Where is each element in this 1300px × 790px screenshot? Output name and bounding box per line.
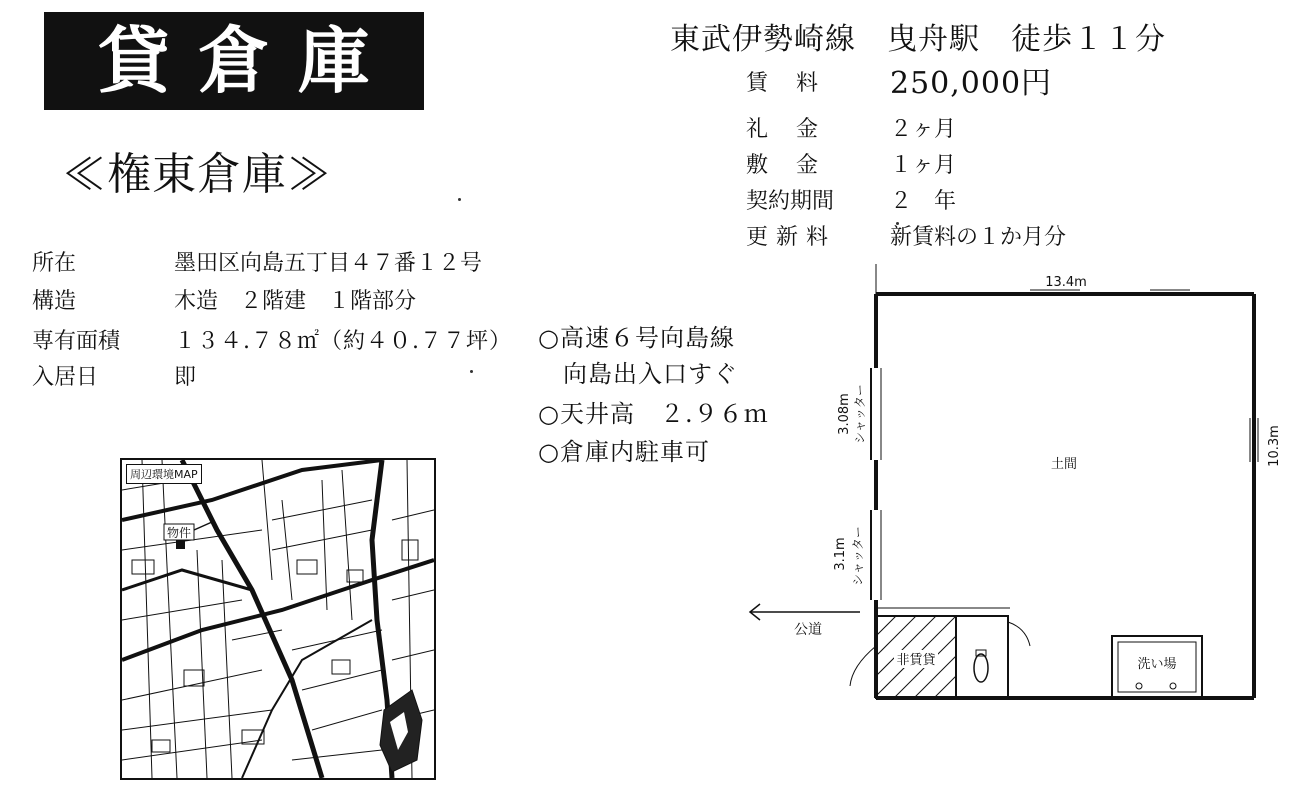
map-streets bbox=[122, 460, 434, 778]
fee-row-deposit bbox=[746, 148, 956, 179]
spec-value-location: 墨田区向島五丁目４７番１２号 bbox=[174, 251, 483, 276]
spec-label-text: 入居日 bbox=[32, 365, 99, 390]
spec-value-area: １３４.７８㎡（約４０.７７坪） bbox=[174, 329, 512, 354]
feature-highway: ○高速６号向島線 bbox=[538, 324, 735, 352]
fee-value-key-money: ２ヶ月 bbox=[890, 117, 957, 142]
map-title: 周辺環境MAP bbox=[126, 464, 202, 484]
area-map bbox=[120, 458, 436, 780]
fee-value-deposit: １ヶ月 bbox=[890, 153, 957, 178]
spec-label-location bbox=[32, 246, 172, 277]
property-name: ≪権東倉庫≫ bbox=[62, 149, 332, 200]
fee-value-renewal: 新賃料の１か月分 bbox=[890, 225, 1067, 250]
shutter1-label: シャッター bbox=[853, 384, 867, 444]
page-title: 貸倉庫 bbox=[97, 19, 398, 103]
spec-value-movein: 即 bbox=[174, 365, 197, 390]
spec-label-area bbox=[32, 324, 172, 355]
map-marker-label: 物件 bbox=[166, 526, 192, 540]
fee-label-term: 契約期間 bbox=[746, 189, 835, 214]
fee-row-rent bbox=[746, 66, 1052, 102]
floorplan-height-label: 10.3m bbox=[1267, 425, 1282, 467]
speck bbox=[470, 370, 473, 373]
spec-label-text: 構造 bbox=[32, 289, 77, 314]
station-access: 東武伊勢崎線 曳舟駅 徒歩１１分 bbox=[670, 22, 1166, 57]
fee-label-renewal: 更新料 bbox=[746, 225, 837, 250]
shutter2-size: 3.1m bbox=[833, 537, 848, 571]
fee-row-term bbox=[746, 184, 956, 215]
feature-ceiling-height: ○天井高 ２.９６ｍ bbox=[538, 400, 769, 428]
spec-row-area bbox=[32, 324, 512, 355]
shutter1-size: 3.08m bbox=[837, 393, 852, 435]
spec-label-text: 所在 bbox=[32, 251, 77, 276]
speck bbox=[896, 222, 899, 225]
fee-value-rent: 250,000円 bbox=[890, 66, 1053, 101]
washroom-label: 洗い場 bbox=[1137, 657, 1177, 672]
room-label: 土間 bbox=[1050, 457, 1078, 472]
fee-row-key-money bbox=[746, 112, 956, 143]
spec-row-movein bbox=[32, 360, 196, 391]
spec-label-text: 専有面積 bbox=[32, 329, 121, 354]
fee-label-key-money: 礼金 bbox=[746, 117, 847, 142]
speck bbox=[458, 198, 461, 201]
spec-row-structure bbox=[32, 284, 416, 315]
fee-value-term: ２ 年 bbox=[890, 189, 957, 214]
spec-value-structure: 木造 ２階建 １階部分 bbox=[174, 289, 417, 314]
feature-parking: ○倉庫内駐車可 bbox=[538, 438, 710, 466]
spec-row-location bbox=[32, 246, 482, 277]
fee-label-rent: 賃料 bbox=[746, 71, 847, 96]
feature-highway-exit: 向島出入口すぐ bbox=[538, 360, 738, 388]
shutter2-label: シャッター bbox=[851, 526, 865, 586]
floor-plan bbox=[740, 256, 1290, 716]
spec-label-structure bbox=[32, 284, 172, 315]
road-label: 公道 bbox=[794, 622, 822, 638]
spec-label-movein bbox=[32, 360, 172, 391]
title-banner bbox=[44, 12, 424, 110]
fee-row-renewal bbox=[746, 220, 1066, 251]
floorplan-width-label: 13.4m bbox=[1045, 275, 1087, 290]
fee-label-deposit: 敷金 bbox=[746, 153, 847, 178]
nonlease-label: 非賃貸 bbox=[896, 653, 936, 668]
